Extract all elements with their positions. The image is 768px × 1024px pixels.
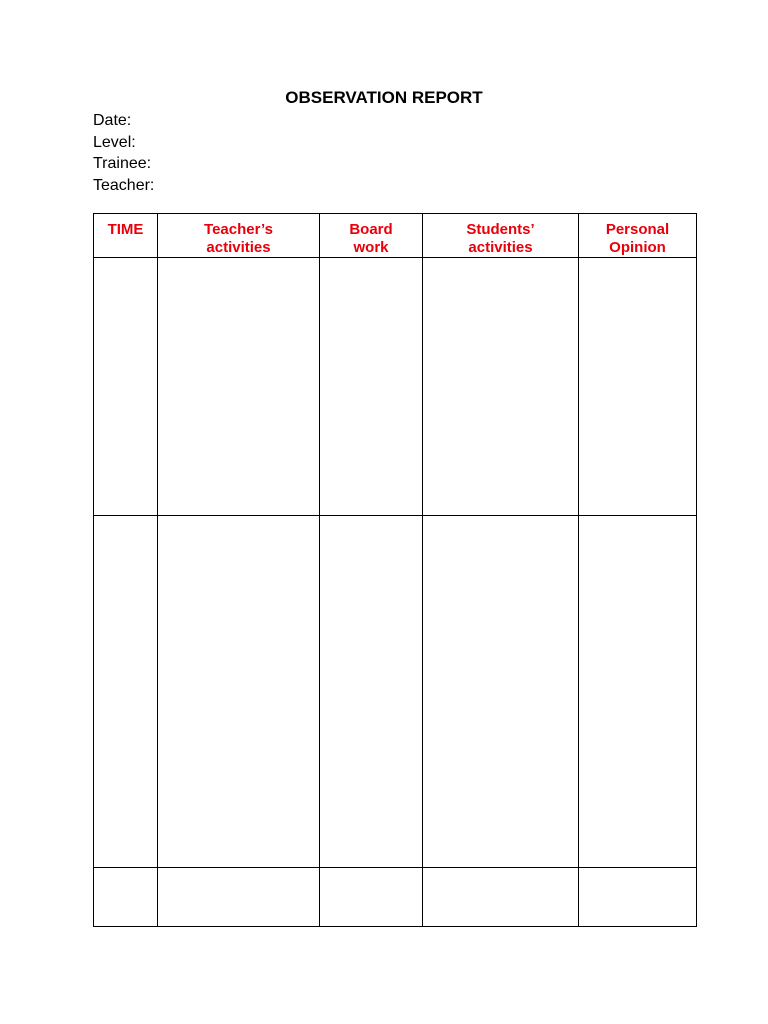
table-cell: [320, 258, 423, 516]
table-cell: [320, 868, 423, 927]
table-cell: [94, 868, 158, 927]
header-text: Students’ activities: [466, 221, 535, 256]
trainee-label: Trainee:: [93, 155, 152, 172]
table-cell: [423, 516, 579, 868]
table-cell: [158, 258, 320, 516]
column-header-personal-opinion: [579, 214, 697, 258]
table-cell: [158, 516, 320, 868]
header-text: TIME: [107, 221, 144, 238]
table-row: [94, 516, 697, 868]
header-text: Personal Opinion: [605, 221, 670, 256]
page-title: OBSERVATION REPORT: [285, 88, 483, 107]
table-cell: [423, 258, 579, 516]
header-text: Teacher’s activities: [204, 221, 273, 256]
table-cell: [94, 516, 158, 868]
table-cell: [320, 516, 423, 868]
table-cell: [579, 868, 697, 927]
report-fields: [93, 110, 154, 196]
table-row: [94, 258, 697, 516]
table-row: [94, 868, 697, 927]
table-cell: [579, 258, 697, 516]
header-text: Board work: [349, 221, 393, 256]
teacher-label: Teacher:: [93, 176, 155, 194]
level-label: Level:: [93, 133, 136, 151]
table-header-row: [94, 214, 697, 258]
table-cell: [579, 516, 697, 868]
date-label: Date:: [93, 112, 132, 129]
column-header-board-work: [320, 214, 423, 258]
table-cell: [94, 258, 158, 516]
column-header-time: [94, 214, 158, 258]
observation-table: [93, 213, 697, 927]
table-cell: [423, 868, 579, 927]
column-header-students-activities: [423, 214, 579, 258]
table-cell: [158, 868, 320, 927]
column-header-teachers-activities: [158, 214, 320, 258]
